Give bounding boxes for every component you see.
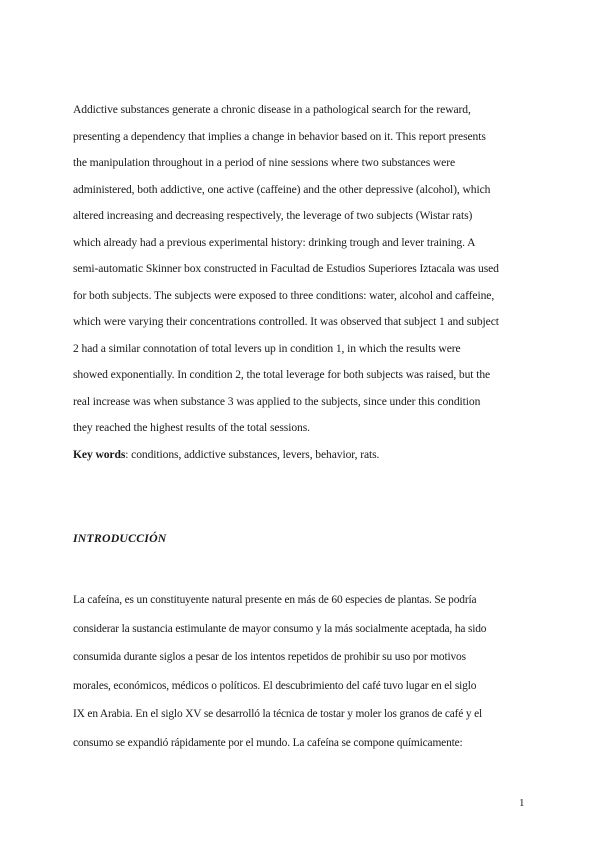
abstract-line: showed exponentially. In condition 2, the total leverage for both subjects was raised, but the [73, 368, 491, 381]
keywords-text: : conditions, addictive substances, levers, behavior, rats. [125, 447, 380, 461]
keywords-label: Key words [73, 447, 126, 461]
intro-line: consumo se expandió rápidamente por el mundo. La cafeína se compone químicamente: [73, 736, 463, 749]
page-number: 1 [519, 797, 525, 809]
introduction-body [73, 586, 535, 757]
abstract-line: the manipulation throughout in a period of nine sessions where two substances were [73, 156, 456, 169]
intro-line: La cafeína, es un constituyente natural presente en más de 60 especies de plantas. Se podría [73, 594, 477, 606]
abstract [73, 97, 533, 468]
abstract-line: Addictive substances generate a chronic disease in a pathological search for the reward, [73, 103, 471, 116]
intro-line: morales, económicos, médicos o políticos. El descubrimiento del café tuvo lugar en el siglo [73, 679, 477, 692]
abstract-line: real increase was when substance 3 was applied to the subjects, since under this condition [73, 394, 481, 408]
abstract-line: they reached the highest results of the total sessions. [73, 421, 310, 434]
abstract-line: administered, both addictive, one active (caffeine) and the other depressive (alcohol), which [73, 182, 491, 196]
abstract-line: presenting a dependency that implies a change in behavior based on it. This report presents [73, 129, 486, 143]
section-heading: INTRODUCCIÓN [73, 531, 167, 545]
abstract-line: which already had a previous experimental history: drinking trough and lever training. A [73, 235, 476, 249]
abstract-line: altered increasing and decreasing respectively, the leverage of two subjects (Wistar rats) [73, 209, 473, 222]
abstract-line: which were varying their concentrations controlled. It was observed that subject 1 and subject [73, 315, 499, 328]
intro-line: considerar la sustancia estimulante de mayor consumo y la más socialmente aceptada, ha sido [73, 622, 487, 635]
abstract-line: for both subjects. The subjects were exposed to three conditions: water, alcohol and caffeine, [73, 288, 495, 302]
abstract-line: 2 had a similar connotation of total levers up in condition 1, in which the results were [73, 341, 461, 355]
abstract-line: semi-automatic Skinner box constructed in Facultad de Estudios Superiores Iztacala was used [73, 262, 499, 275]
keywords [73, 442, 533, 469]
intro-line: IX en Arabia. En el siglo XV se desarrolló la técnica de tostar y moler los granos de café y el [73, 708, 483, 720]
intro-line: consumida durante siglos a pesar de los intentos repetidos de prohibir su uso por motivos [73, 651, 466, 663]
